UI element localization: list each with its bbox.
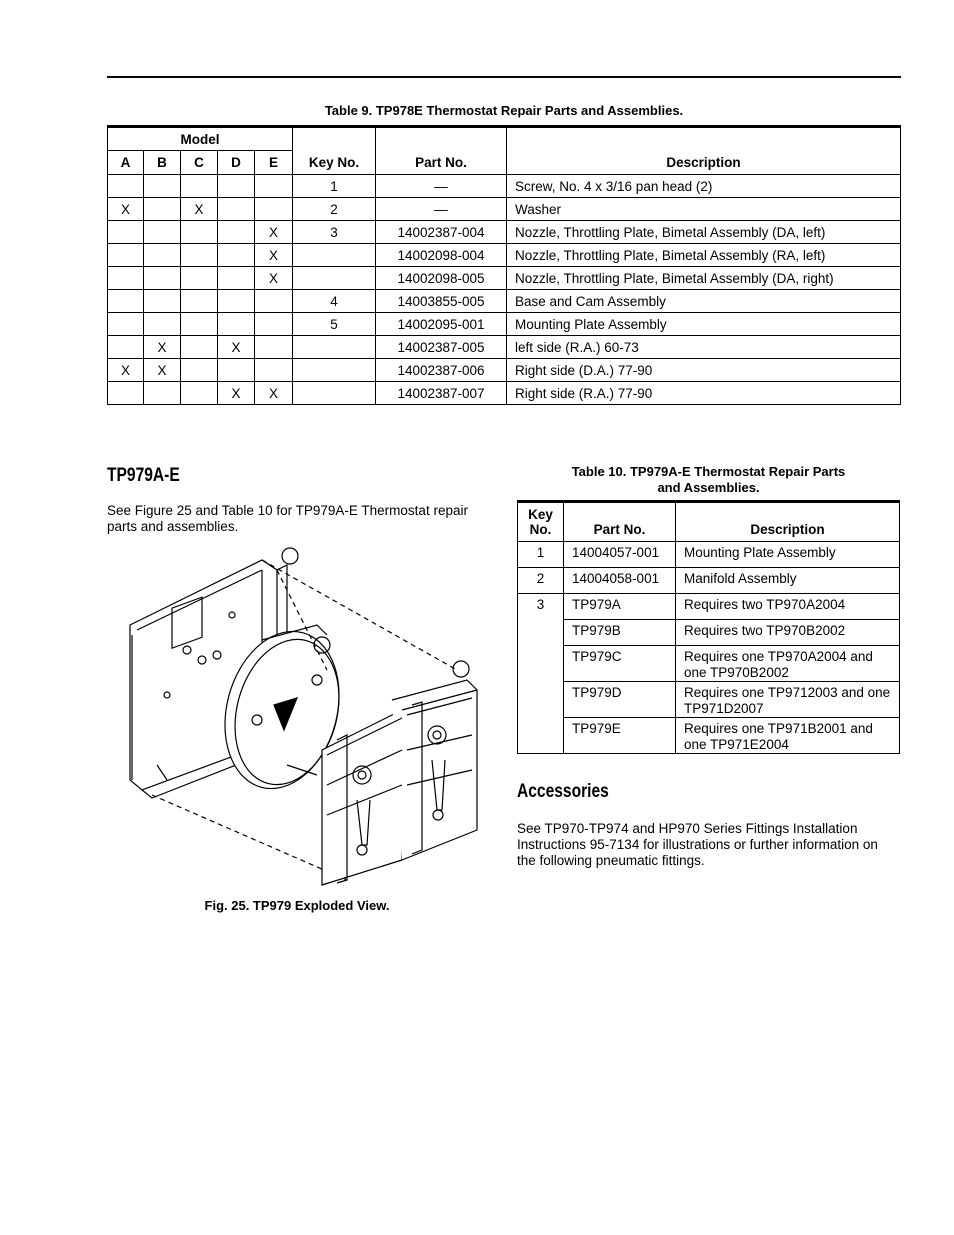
model-mark-cell: X: [108, 198, 144, 221]
description-cell: Base and Cam Assembly: [507, 290, 901, 313]
accessories-text: See TP970-TP974 and HP970 Series Fittings Installation Instructions 95-7134 for illustrations or further information on the following pneumatic fittings.: [517, 821, 878, 868]
key-no-header: Key No.: [293, 127, 376, 175]
figure-caption: Fig. 25. TP979 Exploded View.: [204, 898, 390, 913]
key-no-cell: [293, 382, 376, 405]
description-cell: Screw, No. 4 x 3/16 pan head (2): [507, 175, 901, 198]
model-mark-cell: [108, 290, 144, 313]
part-no-cell: 14002098-004: [376, 244, 507, 267]
description-cell: Requires one TP9712003 and one TP971D2007: [676, 682, 900, 718]
model-mark-cell: [255, 336, 293, 359]
table-row: [108, 382, 901, 405]
model-mark-cell: [218, 267, 255, 290]
model-mark-cell: [181, 382, 218, 405]
model-mark-cell: [108, 313, 144, 336]
model-a-header: A: [108, 151, 144, 175]
model-mark-cell: [181, 359, 218, 382]
tp979-heading: TP979A-E: [107, 465, 180, 486]
model-mark-cell: [218, 198, 255, 221]
table-row: [518, 568, 900, 594]
model-mark-cell: X: [255, 267, 293, 290]
table-row: [108, 198, 901, 221]
model-mark-cell: [144, 244, 181, 267]
table-row: [518, 718, 900, 754]
model-mark-cell: [144, 175, 181, 198]
model-mark-cell: [181, 267, 218, 290]
model-mark-cell: [144, 221, 181, 244]
model-mark-cell: X: [144, 336, 181, 359]
description-cell: Requires two TP970B2002: [676, 620, 900, 646]
table-row: [518, 682, 900, 718]
part-no-cell: 14004057-001: [564, 542, 676, 568]
description-cell: Nozzle, Throttling Plate, Bimetal Assembly (RA, left): [507, 244, 901, 267]
description-cell: Nozzle, Throttling Plate, Bimetal Assembly (DA, left): [507, 221, 901, 244]
model-mark-cell: [181, 290, 218, 313]
model-mark-cell: [218, 221, 255, 244]
key-no-cell: 1: [293, 175, 376, 198]
key-no-cell: 2: [293, 198, 376, 221]
key-no-cell: [293, 267, 376, 290]
model-mark-cell: [218, 290, 255, 313]
table-row: [518, 542, 900, 568]
description-cell: left side (R.A.) 60-73: [507, 336, 901, 359]
part-no-cell: 14002098-005: [376, 267, 507, 290]
key-no-cell: [293, 359, 376, 382]
key-no-cell: 3: [293, 221, 376, 244]
model-mark-cell: [218, 359, 255, 382]
model-mark-cell: [255, 198, 293, 221]
description-cell: Requires one TP971B2001 and one TP971E2004: [676, 718, 900, 754]
part-no-cell: 14002095-001: [376, 313, 507, 336]
model-mark-cell: [255, 359, 293, 382]
table-row: [518, 646, 900, 682]
part-no-cell: TP979D: [564, 682, 676, 718]
model-mark-cell: [108, 336, 144, 359]
model-mark-cell: [144, 313, 181, 336]
part-no-cell: 14003855-005: [376, 290, 507, 313]
model-mark-cell: X: [181, 198, 218, 221]
tp979-exploded-view-figure: [112, 540, 492, 890]
description-cell: Mounting Plate Assembly: [676, 542, 900, 568]
model-mark-cell: [144, 382, 181, 405]
table9-caption: Table 9. TP978E Thermostat Repair Parts and Assemblies.: [324, 103, 684, 118]
table-row: [108, 359, 901, 382]
model-mark-cell: [144, 198, 181, 221]
table-row: [108, 221, 901, 244]
table-row: [108, 244, 901, 267]
table-row: [518, 620, 900, 646]
model-b-header: B: [144, 151, 181, 175]
description-cell: Washer: [507, 198, 901, 221]
description-cell: Requires two TP970A2004: [676, 594, 900, 620]
model-d-header: D: [218, 151, 255, 175]
key-no-cell: 2: [518, 568, 564, 594]
key-no-cell: 1: [518, 542, 564, 568]
description-cell: Nozzle, Throttling Plate, Bimetal Assembly (DA, right): [507, 267, 901, 290]
model-mark-cell: X: [218, 336, 255, 359]
accessories-heading: Accessories: [517, 781, 609, 802]
description-cell: Manifold Assembly: [676, 568, 900, 594]
model-mark-cell: [181, 244, 218, 267]
model-header: Model: [108, 127, 293, 151]
model-mark-cell: [181, 336, 218, 359]
model-mark-cell: [218, 244, 255, 267]
model-mark-cell: X: [108, 359, 144, 382]
model-mark-cell: [108, 244, 144, 267]
description-cell: Right side (D.A.) 77-90: [507, 359, 901, 382]
t10-key-no-header: Key No.: [518, 502, 564, 542]
model-mark-cell: [108, 221, 144, 244]
description-cell: Requires one TP970A2004 and one TP970B2002: [676, 646, 900, 682]
model-mark-cell: X: [255, 244, 293, 267]
part-no-cell: 14002387-005: [376, 336, 507, 359]
table10-caption-line2: and Assemblies.: [657, 480, 760, 495]
key-no-cell: 5: [293, 313, 376, 336]
t10-description-header: Description: [676, 502, 900, 542]
model-mark-cell: [108, 382, 144, 405]
model-mark-cell: [255, 175, 293, 198]
model-mark-cell: [255, 290, 293, 313]
model-mark-cell: [108, 267, 144, 290]
part-no-cell: TP979C: [564, 646, 676, 682]
table-row: [518, 594, 900, 620]
table-row: [108, 290, 901, 313]
key-no-cell: [293, 244, 376, 267]
part-no-cell: TP979E: [564, 718, 676, 754]
part-no-cell: TP979A: [564, 594, 676, 620]
key-no-cell: 3: [518, 594, 564, 754]
model-mark-cell: X: [144, 359, 181, 382]
model-mark-cell: [144, 290, 181, 313]
table-row: [108, 336, 901, 359]
model-mark-cell: X: [255, 221, 293, 244]
model-c-header: C: [181, 151, 218, 175]
part-no-cell: 14002387-004: [376, 221, 507, 244]
key-no-cell: [293, 336, 376, 359]
part-no-cell: —: [376, 198, 507, 221]
part-no-cell: 14002387-007: [376, 382, 507, 405]
model-mark-cell: [144, 267, 181, 290]
description-cell: Mounting Plate Assembly: [507, 313, 901, 336]
table10: [517, 500, 900, 754]
part-no-header: Part No.: [376, 127, 507, 175]
t10-part-no-header: Part No.: [564, 502, 676, 542]
table10-caption: [517, 464, 900, 496]
model-mark-cell: [218, 313, 255, 336]
part-no-cell: 14004058-001: [564, 568, 676, 594]
description-cell: Right side (R.A.) 77-90: [507, 382, 901, 405]
model-mark-cell: [181, 175, 218, 198]
tp979-intro-text: See Figure 25 and Table 10 for TP979A-E Thermostat repair parts and assemblies.: [107, 503, 468, 534]
table-row: [108, 313, 901, 336]
model-mark-cell: X: [218, 382, 255, 405]
description-header: Description: [507, 127, 901, 175]
part-no-cell: TP979B: [564, 620, 676, 646]
table-row: [108, 175, 901, 198]
part-no-cell: 14002387-006: [376, 359, 507, 382]
table9: [107, 125, 901, 405]
part-no-cell: —: [376, 175, 507, 198]
model-mark-cell: [255, 313, 293, 336]
model-mark-cell: [108, 175, 144, 198]
key-no-cell: 4: [293, 290, 376, 313]
table-row: [108, 267, 901, 290]
model-mark-cell: [218, 175, 255, 198]
model-mark-cell: [181, 221, 218, 244]
model-mark-cell: [181, 313, 218, 336]
model-mark-cell: X: [255, 382, 293, 405]
top-rule: [107, 76, 901, 78]
model-e-header: E: [255, 151, 293, 175]
table10-caption-line1: Table 10. TP979A-E Thermostat Repair Parts: [571, 464, 846, 479]
